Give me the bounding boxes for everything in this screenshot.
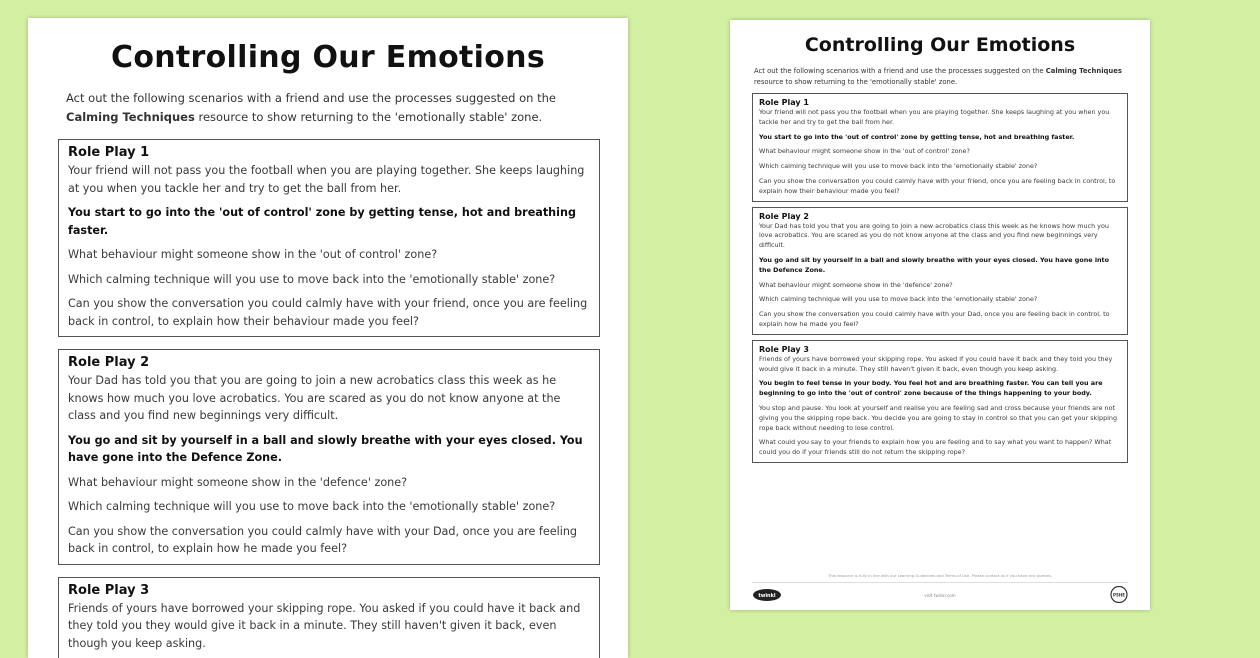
role-play-2-box (752, 207, 1128, 335)
role-play-3-box (58, 577, 600, 658)
role-play-title: Role Play 2 (68, 354, 591, 372)
question-1: What behaviour might someone show in the 'out of control' zone? (68, 246, 591, 264)
role-play-2-box (58, 349, 600, 565)
scenario-text: Friends of yours have borrowed your skipping rope. You asked if you could have it back and they told you they would give it back in a minute. They still haven't given it back, even though you keep asking. (68, 600, 591, 653)
question-2: Which calming technique will you use to move back into the 'emotionally stable' zone? (759, 295, 1122, 305)
question-2: What could you say to your friends to explain how you are feeling and to say what you want to happen? What could you do if your friends still do not return the skipping rope? (759, 438, 1122, 458)
instruction-text: You go and sit by yourself in a ball and slowly breathe with your eyes closed. You have gone into the Defence Zone. (759, 256, 1122, 276)
question-3: Can you show the conversation you could calmly have with your Dad, once you are feeling back in control, to explain how he made you feel? (68, 523, 591, 558)
question-1: What behaviour might someone show in the 'out of control' zone? (759, 147, 1122, 157)
twinkl-logo-icon (752, 587, 782, 602)
page-title: Controlling Our Emotions (28, 40, 628, 75)
role-play-title: Role Play 1 (759, 97, 1122, 108)
footer (752, 582, 1128, 605)
instruction-text: You go and sit by yourself in a ball and slowly breathe with your eyes closed. You have gone into the Defence Zone. (68, 432, 591, 467)
question-3: Can you show the conversation you could calmly have with your friend, once you are feeling back in control, to explain how their behaviour made you feel? (68, 295, 591, 330)
scenario-text: Your Dad has told you that you are going to join a new acrobatics class this week as he knows how much you love acrobatics. You are scared as you do not know anyone at the class and you find new beginnings very difficult. (68, 372, 591, 425)
question-3: Can you show the conversation you could calmly have with your friend, once you are feeling back in control, to explain how their behaviour made you feel? (759, 177, 1122, 197)
svg-text:PSHE: PSHE (1113, 593, 1125, 598)
intro-text: Act out the following scenarios with a friend and use the processes suggested on the Calming Techniques resource to show returning to the 'emotionally stable' zone. (754, 66, 1128, 88)
question-3: Can you show the conversation you could calmly have with your Dad, once you are feeling back in control, to explain how he made you feel? (759, 310, 1122, 330)
instruction-text: You start to go into the 'out of control' zone by getting tense, hot and breathing faster. (68, 204, 591, 239)
scenario-text: Your friend will not pass you the football when you are playing together. She keeps laughing at you when you tackle her and try to get the ball from her. (68, 162, 591, 197)
question-1: What behaviour might someone show in the 'defence' zone? (759, 281, 1122, 291)
scenario-text: Friends of yours have borrowed your skipping rope. You asked if you could have it back and they told you they would give it back in a minute. They still haven't given it back, even though you keep asking. (759, 355, 1122, 375)
instruction-text: You start to go into the 'out of control' zone by getting tense, hot and breathing faster. (759, 133, 1122, 143)
footer-disclaimer: This resource is fully in line with our Learning Guidelines and Terms of Use. Please contact us if you have any queries. (752, 573, 1128, 578)
instruction-text: You begin to feel tense in your body. You feel hot and are breathing faster. You can tell you are beginning to go into the 'out of control' zone because of the things happening to your body. (759, 379, 1122, 399)
role-play-title: Role Play 1 (68, 144, 591, 162)
question-1: You stop and pause. You look at yourself and realise you are feeling sad and cross because your friends are not giving you the skipping rope back. You decide you are going to stay in control so that you can get your skipping rope back without needing to lose control. (759, 404, 1122, 433)
question-2: Which calming technique will you use to move back into the 'emotionally stable' zone? (68, 498, 591, 516)
question-2: Which calming technique will you use to move back into the 'emotionally stable' zone? (68, 271, 591, 289)
footer-url: visit twinkl.com (924, 593, 955, 598)
scenario-text: Your Dad has told you that you are going to join a new acrobatics class this week as he knows how much you love acrobatics. You are scared as you do not know anyone at the class and you find new beginnings very difficult. (759, 222, 1122, 251)
role-play-3-box (752, 340, 1128, 463)
role-play-1-box (752, 93, 1128, 202)
worksheet-page-full (730, 20, 1150, 610)
intro-text: Act out the following scenarios with a friend and use the processes suggested on the Calming Techniques resource to show returning to the 'emotionally stable' zone. (66, 89, 598, 127)
role-play-title: Role Play 3 (759, 344, 1122, 355)
role-play-1-box (58, 139, 600, 337)
page-title: Controlling Our Emotions (730, 34, 1150, 56)
svg-text:twinkl: twinkl (758, 593, 776, 599)
pshe-badge-icon (1110, 586, 1128, 603)
role-play-title: Role Play 3 (68, 582, 591, 600)
worksheet-page-zoomed (28, 18, 628, 658)
question-2: Which calming technique will you use to move back into the 'emotionally stable' zone? (759, 162, 1122, 172)
role-play-title: Role Play 2 (759, 211, 1122, 222)
question-1: What behaviour might someone show in the 'defence' zone? (68, 474, 591, 492)
scenario-text: Your friend will not pass you the football when you are playing together. She keeps laughing at you when you tackle her and try to get the ball from her. (759, 108, 1122, 128)
